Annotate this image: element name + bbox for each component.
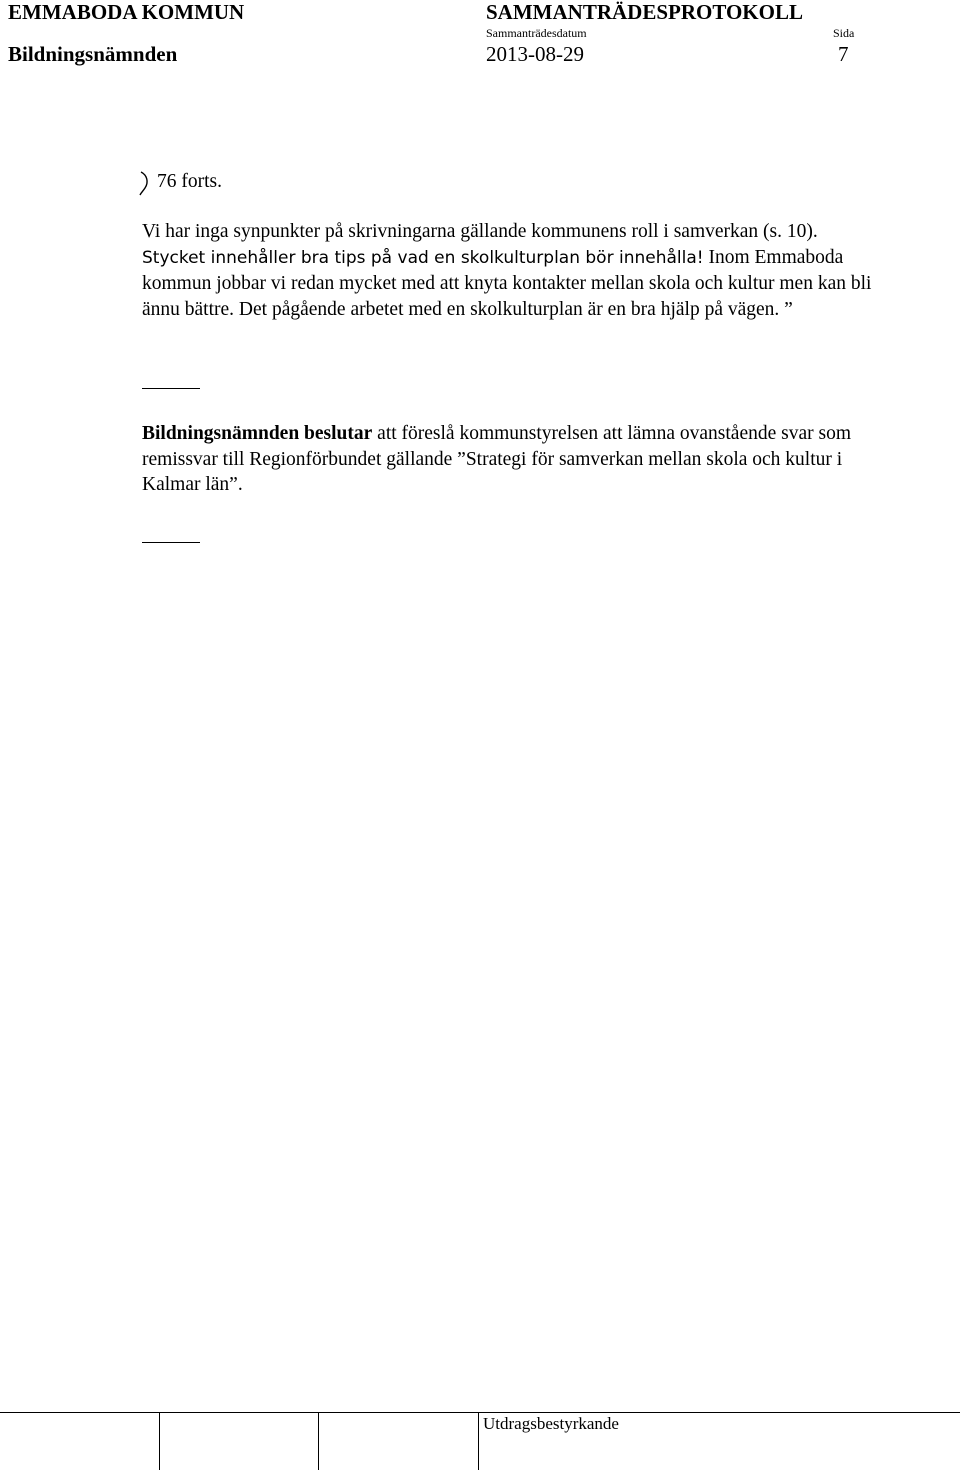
footer-signature-table <box>0 1412 960 1470</box>
footer-top-border <box>0 1412 960 1413</box>
footer-cell-divider <box>318 1412 319 1470</box>
decision-bold-text: Bildningsnämnden beslutar <box>142 423 373 444</box>
header-date-label: Sammanträdesdatum <box>486 26 587 40</box>
header-page-number: 7 <box>838 42 849 66</box>
footer-cell-divider <box>478 1412 479 1470</box>
header-date: 2013-08-29 <box>486 42 584 66</box>
header-document-type: SAMMANTRÄDESPROTOKOLL <box>486 0 803 24</box>
header-board: Bildningsnämnden <box>8 42 178 66</box>
header-municipality: EMMABODA KOMMUN <box>8 0 245 24</box>
section-reference: 76 forts. <box>157 171 222 192</box>
decision-text: att föreslå kommunstyrelsen att lämna ovanstående svar som remissvar till Regionförbundet gällande ”Strategi för samverkan mellan skola och kultur i Kalmar län”. <box>142 423 851 495</box>
footer-certification-label: Utdragsbestyrkande <box>483 1414 619 1433</box>
paragraph-part-2: Stycket innehåller bra tips på vad en skolkulturplan bör innehålla! <box>142 247 704 268</box>
decision-paragraph <box>142 421 872 498</box>
footer-cell-divider <box>159 1412 160 1470</box>
section-sign-icon <box>138 168 156 196</box>
header-page-label: Sida <box>833 26 855 40</box>
paragraph-part-1: Vi har inga synpunkter på skrivningarna gällande kommunens roll i samverkan (s. 10). <box>142 221 818 242</box>
paragraph-part-3: Inom Emmaboda kommun jobbar vi redan mycket med att knyta kontakter mellan skola och kultur men kan bli ännu bättre. Det pågående arbetet med en skolkulturplan är en bra hjälp på vägen. ” <box>142 246 872 320</box>
separator-line <box>142 388 200 389</box>
separator-line <box>142 542 200 543</box>
body-paragraph <box>142 219 872 322</box>
